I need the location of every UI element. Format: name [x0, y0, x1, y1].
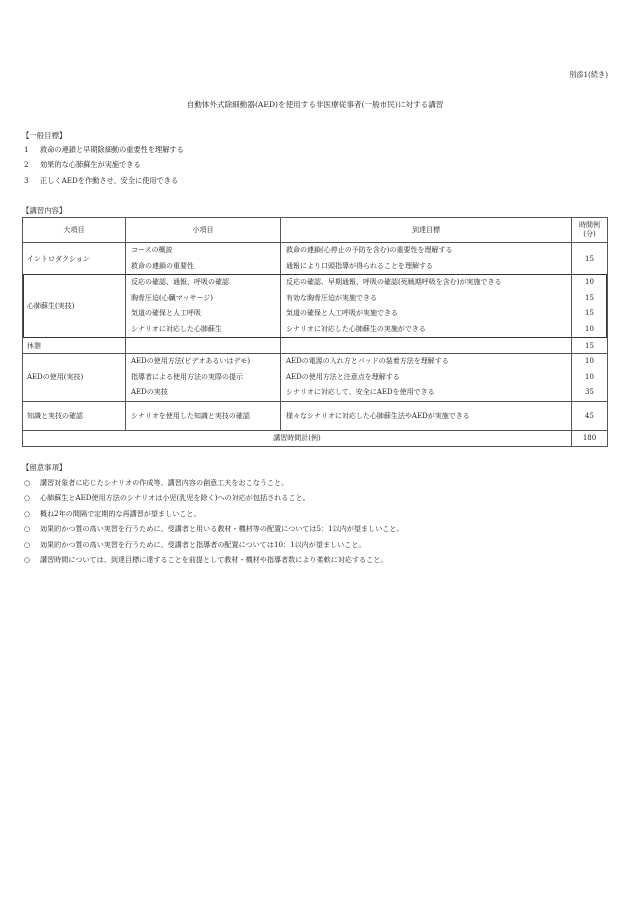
circle-bullet-icon: ○: [24, 493, 31, 502]
minor-item-line: 気道の確保と人工呼吸: [131, 309, 201, 317]
minor-item-line: 救命の連鎖の重要性: [131, 261, 194, 270]
minor-item-line: AEDの使用方法(ビデオあるいはデモ): [131, 357, 251, 365]
time-line: 15: [585, 309, 594, 317]
minor-item-line: 指導者による使用方法の実際の提示: [131, 372, 243, 381]
circle-bullet-icon: ○: [24, 524, 31, 533]
minor-item-line: 胸骨圧迫(心臓マッサージ): [131, 293, 214, 302]
circle-bullet-icon: ○: [24, 540, 31, 549]
document-title: 自動体外式除細動器(AED)を使用する非医療従事者(一般市民)に対する講習: [186, 100, 444, 109]
goal-number: 2: [24, 160, 29, 169]
note-text: 講習時間については、到達目標に達することを前提として教材・機材や指導者数により柔軟に対応すること。: [40, 555, 388, 564]
note-item: [24, 509, 201, 519]
note-text: 心肺蘇生とAED使用方法のシナリオは小児(乳児を除く)への対応が包括されること。: [40, 493, 310, 502]
table-row: [23, 275, 608, 338]
goal-line: 反応の確認、早期通報、呼吸の確認(死戦期呼吸を含む)が実施できる: [286, 278, 502, 286]
header-time: 時間例 (分): [572, 218, 608, 243]
note-text: 効果的かつ質の高い実習を行うために、受講者と指導者の配置については10：1以内が望ましいこと。: [40, 540, 366, 549]
course-content-table: [22, 217, 608, 447]
goal-cell: [281, 243, 572, 275]
goal-item: [24, 145, 184, 155]
circle-bullet-icon: ○: [24, 478, 31, 487]
total-label: 講習時間計(例): [23, 430, 572, 446]
time-cell: [572, 354, 608, 402]
goal-item: [24, 176, 178, 186]
time-line: 15: [585, 293, 594, 302]
goal-line: 有効な胸骨圧迫が実施できる: [286, 293, 377, 302]
circle-bullet-icon: ○: [24, 555, 31, 564]
table-total-row: [23, 430, 608, 446]
header-major-item: 大項目: [23, 218, 126, 243]
goal-item: [24, 160, 141, 170]
time-line: 10: [585, 357, 594, 365]
table-header-row: [23, 218, 608, 243]
annex-label: 別添1(続き): [569, 70, 608, 79]
note-item: [24, 524, 404, 534]
goal-line: AEDの電源の入れ方とパッドの装着方法を理解する: [286, 357, 449, 365]
major-item-cell: 休憩: [23, 338, 126, 354]
table-row: [23, 338, 608, 354]
time-cell: [572, 275, 608, 338]
total-value: 180: [572, 430, 608, 446]
note-item: [24, 493, 310, 503]
goal-line: 通報により口頭指導が得られることを理解する: [286, 261, 433, 270]
time-line: 10: [585, 372, 594, 381]
goal-text: 正しくAEDを作動させ、安全に使用できる: [40, 176, 179, 185]
goal-text: 救命の連鎖と早期除細動の重要性を理解する: [40, 145, 184, 154]
header-minor-item: 小項目: [126, 218, 281, 243]
major-item-cell: 心肺蘇生(実技): [23, 275, 126, 338]
note-text: 概ね2年の間隔で定期的な再講習が望ましいこと。: [40, 509, 201, 518]
minor-item-cell: [126, 243, 281, 275]
minor-item-line: シナリオに対応した心肺蘇生: [131, 324, 222, 333]
time-cell: 45: [572, 401, 608, 430]
goal-line: 気道の確保と人工呼吸が実施できる: [286, 309, 398, 317]
time-line: 10: [585, 278, 594, 286]
major-item-cell: AEDの使用(実技): [23, 354, 126, 402]
time-line: 35: [585, 388, 594, 396]
goal-line: 救命の連鎖(心停止の予防を含む)の重要性を理解する: [286, 246, 453, 254]
minor-item-line: コースの概説: [131, 246, 173, 254]
time-line: 10: [585, 324, 594, 333]
minor-item-cell: [126, 338, 281, 354]
circle-bullet-icon: ○: [24, 509, 31, 518]
table-row: [23, 354, 608, 402]
course-content-heading: 【講習内容】: [22, 206, 67, 215]
goal-line: AEDの使用方法と注意点を理解する: [286, 372, 400, 381]
goal-line: シナリオに対応した心肺蘇生の実施ができる: [286, 324, 426, 333]
note-item: [24, 540, 366, 550]
note-text: 効果的かつ質の高い実習を行うために、受講者と用いる教材・機材等の配置については5：1以内が望ましいこと。: [40, 524, 404, 533]
goal-number: 3: [24, 176, 29, 185]
table-row: [23, 401, 608, 430]
goal-cell: 様々なシナリオに対応した心肺蘇生法やAEDが実施できる: [281, 401, 572, 430]
time-cell: 15: [572, 243, 608, 275]
table-row: [23, 243, 608, 275]
minor-item-line: 反応の確認、通報、呼吸の確認: [131, 278, 229, 286]
major-item-cell: イントロダクション: [23, 243, 126, 275]
minor-item-cell: シナリオを使用した知識と実技の確認: [126, 401, 281, 430]
goal-cell: [281, 338, 572, 354]
major-item-cell: 知識と実技の確認: [23, 401, 126, 430]
goal-number: 1: [24, 145, 29, 154]
general-goals-heading: 【一般目標】: [22, 131, 67, 140]
header-goal: 到達目標: [281, 218, 572, 243]
notes-heading: 【留意事項】: [22, 463, 67, 472]
note-item: [24, 555, 387, 565]
goal-cell: [281, 354, 572, 402]
minor-item-cell: [126, 354, 281, 402]
goal-text: 効果的な心肺蘇生が実施できる: [40, 160, 141, 169]
note-item: [24, 478, 288, 488]
minor-item-cell: [126, 275, 281, 338]
minor-item-line: AEDの実技: [131, 388, 168, 396]
goal-cell: [281, 275, 572, 338]
goal-line: シナリオに対応して、安全にAEDを使用できる: [286, 388, 435, 396]
time-cell: 15: [572, 338, 608, 354]
note-text: 講習対象者に応じたシナリオの作成等、講習内容の創意工夫をおこなうこと。: [40, 478, 289, 487]
